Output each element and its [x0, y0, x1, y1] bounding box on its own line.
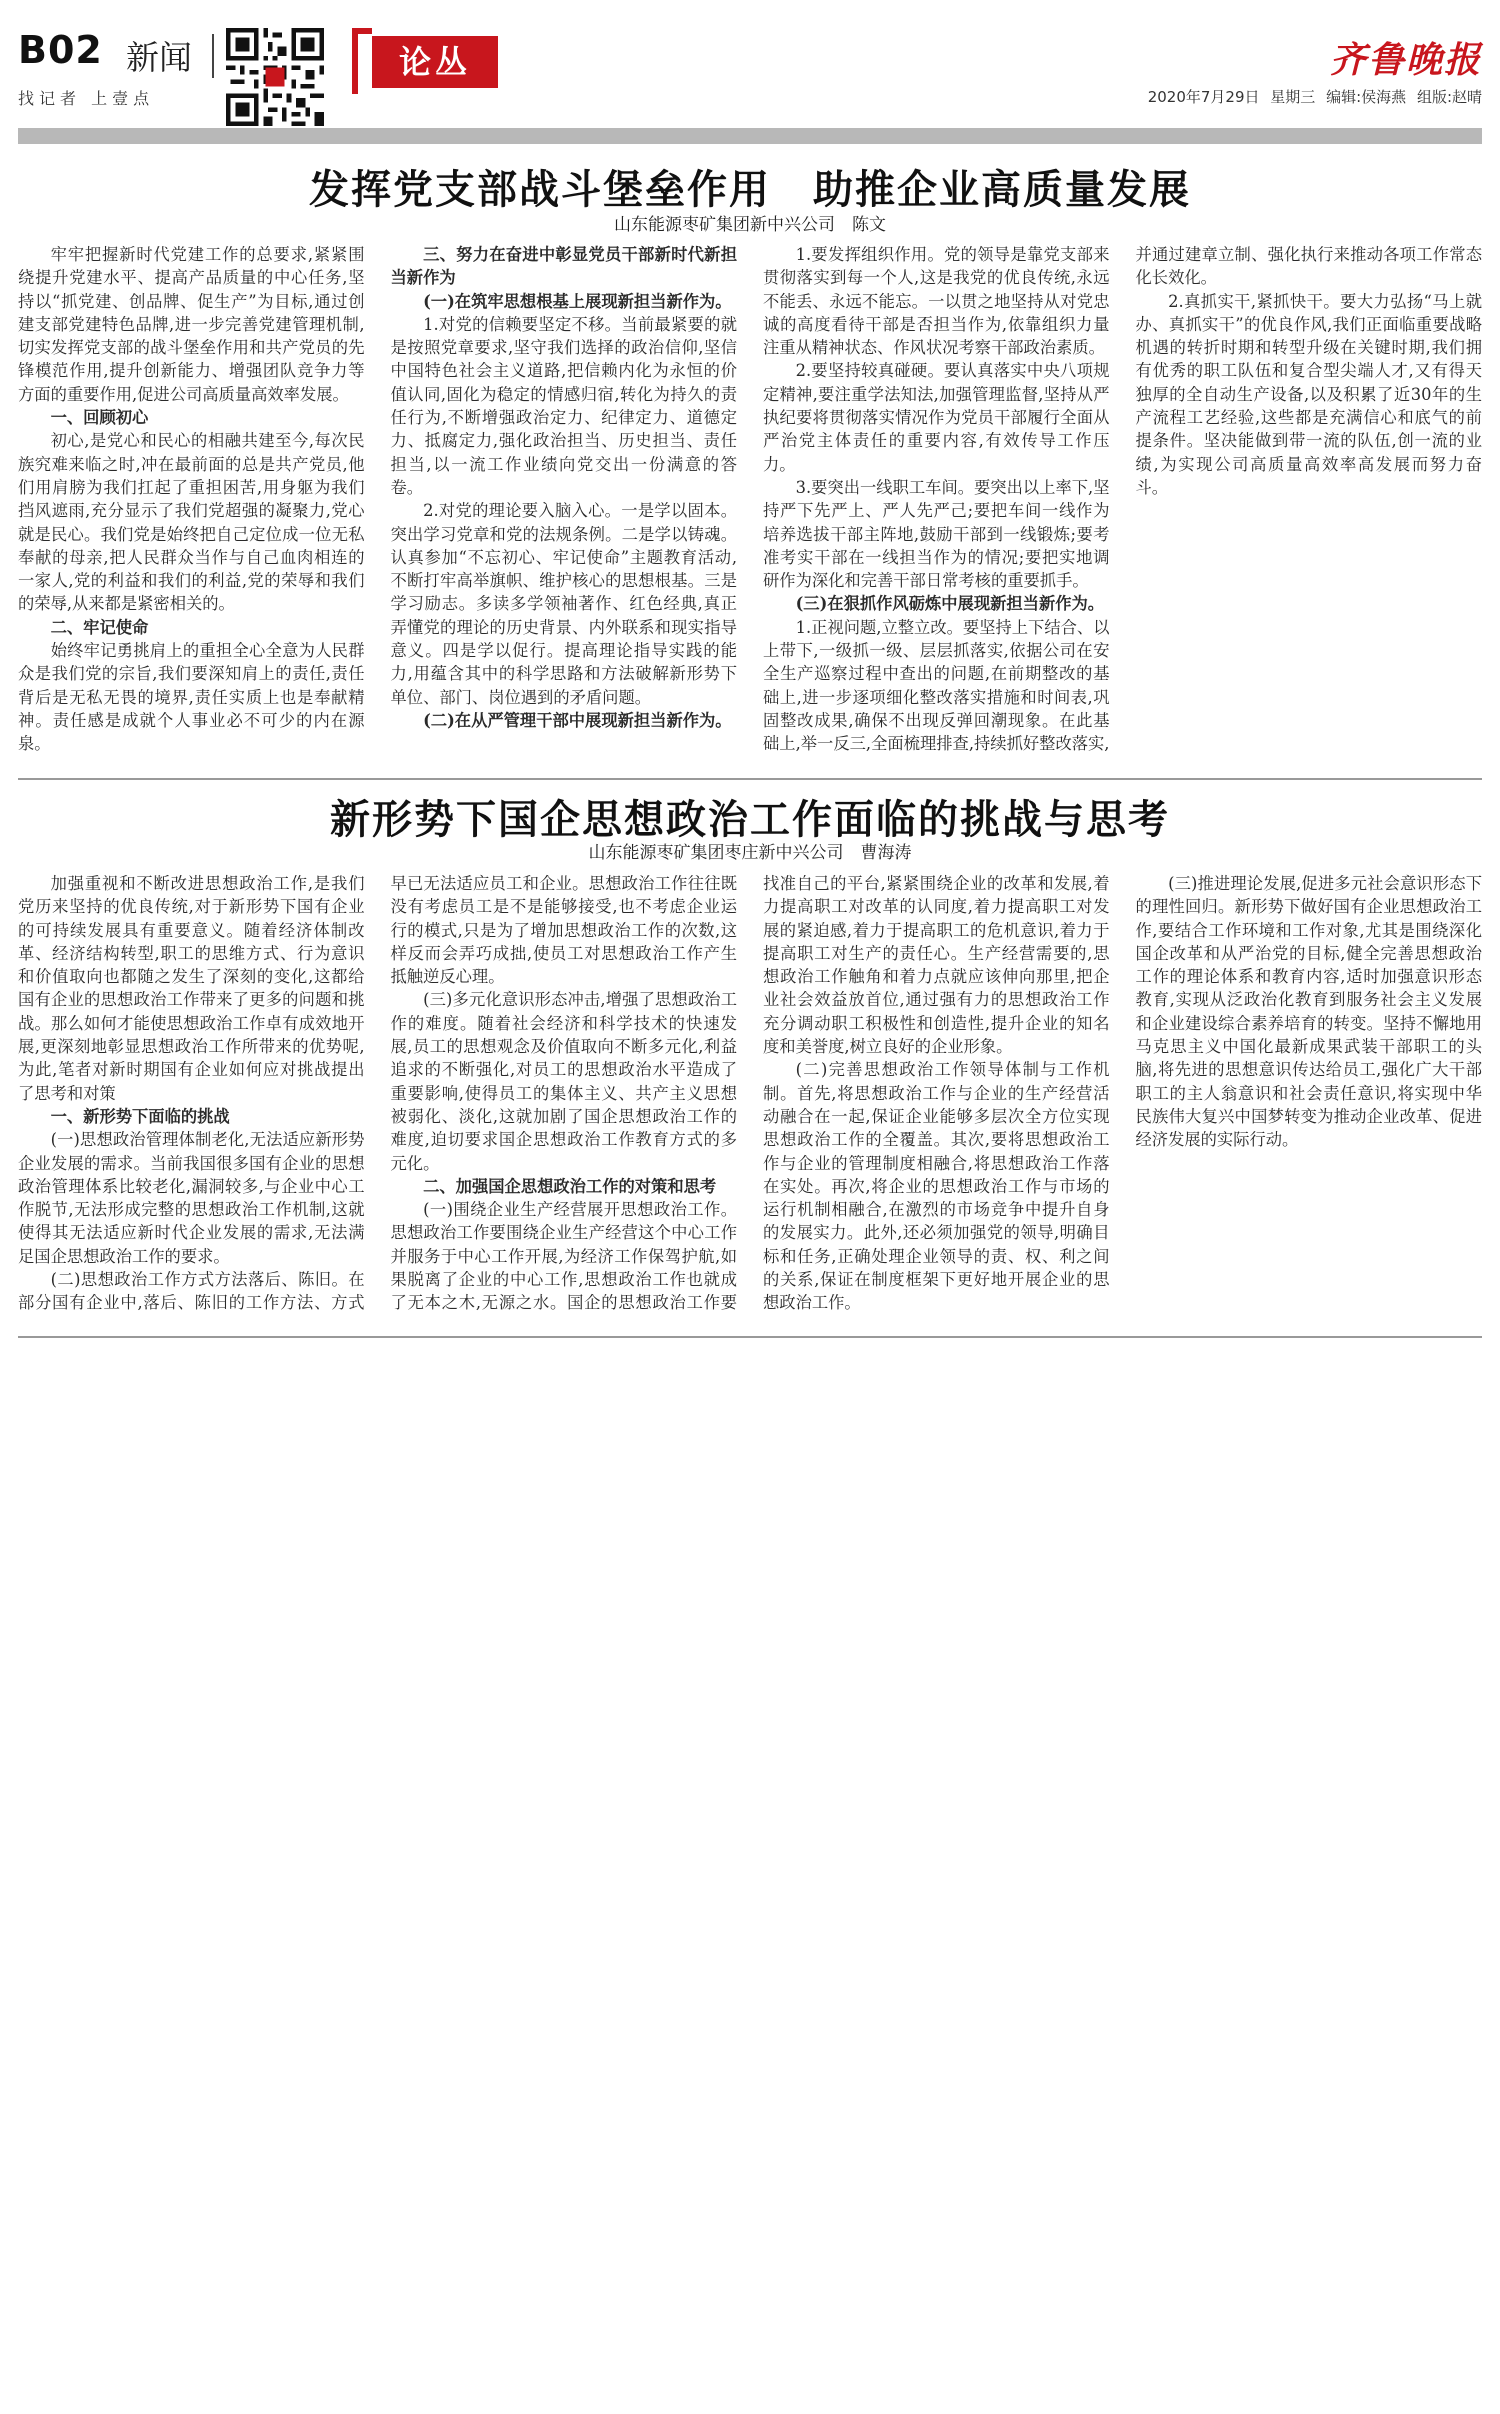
article-1-title: 发挥党支部战斗堡垒作用 助推企业高质量发展 [309, 167, 1191, 213]
article-divider [18, 778, 1482, 780]
subheading: 二、牢记使命 [50, 617, 149, 637]
subheading: (二)在从严管理干部中展现新担当新作为。 [423, 710, 732, 730]
article-2-byline: 山东能源枣矿集团枣庄新中兴公司 曹海涛 [588, 843, 912, 863]
paragraph: (一)围绕企业生产经营展开思想政治工作。思想政治工作要围绕企业生产经营这个中心工作并服务于中心工作开展,为经济工作保驾护航,如果脱离了企业的中心工作,思想政治工作也就成了无本之木,无源之水。国企的思想政治工作要找准自己的平台,紧紧围绕企业的改革和发展,着力提高职工对改革的认同度,着力提高职工对发展的紧迫感,着力于提高职工的危机意识,着力于提高职工对生产的责任心。生产经营需要的,思想政治工作触角和着力点就应该伸向那里,把企业社会效益放首位,通过强有力的思想政治工作充分调动职工积极性和创造性,提升企业的知名度和美誉度,树立良好的企业形象。 [390, 874, 1110, 1313]
subheading: 二、加强国企思想政治工作的对策和思考 [423, 1176, 717, 1196]
paragraph: 2.真抓实干,紧抓快干。要大力弘扬“马上就办、真抓实干”的优良作风,我们正面临重要战略机遇的转折时期和转型升级在关键时期,我们拥有优秀的职工队伍和复合型尖端人才,又有得天独厚的全自动生产设备,以及积累了近30年的生产流程工艺经验,这些都是充满信心和底气的前提条件。坚决能做到带一流的队伍,创一流的业绩,为实现公司高质量高效率高发展而努力奋斗。 [1135, 291, 1482, 497]
masthead [18, 28, 1482, 110]
paragraph: (三)推进理论发展,促进多元社会意识形态下的理性回归。新形势下做好国有企业思想政治工作,要结合工作环境和工作对象,尤其是围绕深化国企改革和从严治党的目标,健全完善思想政治工作的理论体系和教育内容,适时加强意识形态教育,实现从泛政治化教育到服务社会主义发展和企业建设综合素养培育的转变。坚持不懈地用马克思主义中国化最新成果武装干部职工的头脑,将先进的思想意识传达给员工,强化广大干部职工的主人翁意识和社会责任意识,将实现中华民族伟大复兴中国梦转变为推动企业改革、促进经济发展的实际行动。 [1135, 874, 1482, 1150]
paragraph: 初心,是党心和民心的相融共建至今,每次民族究难来临之时,冲在最前面的总是共产党员,他们用肩膀为我们扛起了重担困苦,用身躯为我们挡风遮雨,充分显示了我们党超强的凝聚力,党心就是民心。我们党是始终把自己定位成一位无私奉献的母亲,把人民群众当作与自己血肉相连的一家人,党的利益和我们的利益,党的荣辱和我们的荣辱,从来都是紧密相关的。 [18, 431, 365, 614]
weekday: 星期三 [1270, 88, 1316, 106]
article-2-body [18, 872, 1482, 1322]
column-tag-label: 论丛 [372, 36, 498, 88]
page-number: B02 [18, 28, 103, 72]
column-tag [352, 28, 500, 94]
subheading: 三、努力在奋进中彰显党员干部新时代新担当新作为 [390, 245, 737, 288]
subheading: (三)在狠抓作风砺炼中展现新担当新作为。 [795, 594, 1105, 614]
paragraph: 始终牢记勇挑肩上的重担全心全意为人民群众是我们党的宗旨,我们要深知肩上的责任,责任背后是无私无畏的境界,责任实质上也是奉献精神。责任感是成就个人事业必不可少的内在源泉。 [18, 641, 365, 754]
subheading: 一、新形势下面临的挑战 [50, 1106, 230, 1126]
paragraph: (二)完善思想政治工作领导体制与工作机制。首先,将思想政治工作与企业的生产经营活动融合在一起,保证企业能够多层次全方位实现思想政治工作的全覆盖。其次,要将思想政治工作与企业的管理制度相融合,将思想政治工作落在实处。再次,将企业的思想政治工作与市场的运行机制相融合,在激烈的市场竞争中提升自身的发展实力。此外,还必须加强党的领导,明确目标和任务,正确处理企业领导的责、权、利之间的关系,保证在制度框架下更好地开展企业的思想政治工作。 [763, 1060, 1110, 1313]
section-name: 新闻 [126, 38, 192, 77]
divider [212, 34, 214, 78]
paragraph: 1.要发挥组织作用。党的领导是靠党支部来贯彻落实到每一个人,这是我党的优良传统,永远不能丢、永远不能忘。一以贯之地坚持从对党忠诚的高度看待干部是否担当作为,依靠组织力量注重从精神状态、作风状况考察干部政治素质。 [763, 245, 1110, 358]
bottom-rule [18, 1336, 1482, 1338]
article-1-byline: 山东能源枣矿集团新中兴公司 陈文 [614, 215, 886, 235]
paragraph: (三)多元化意识形态冲击,增强了思想政治工作的难度。随着社会经济和科学技术的快速发展,员工的思想观念及价值取向不断多元化,利益追求的不断强化,对员工的思想政治水平造成了重要影响,使得员工的集体主义、共产主义思想被弱化、淡化,这就加剧了国企思想政治工作的难度,迫切要求国企思想政治工作教育方式的多元化。 [390, 990, 737, 1173]
dateline [1148, 86, 1482, 107]
paragraph: 2.对党的理论要入脑入心。一是学以固本。突出学习党章和党的法规条例。二是学以铸魂。认真参加“不忘初心、牢记使命”主题教育活动,不断打牢高举旗帜、维护核心的思想根基。三是学习励志。多读多学领袖著作、红色经典,真正弄懂党的理论的历史背景、内外联系和现实指导意义。四是学以促行。提高理论指导实践的能力,用蕴含其中的科学思路和方法破解新形势下单位、部门、岗位遇到的矛盾问题。 [390, 501, 737, 707]
paragraph: 1.正视问题,立整立改。要坚持上下结合、以上带下,一级抓一级、层层抓落实,依据公司在安全生产巡察过程中查出的问题,在前期整改的基础上,进一步逐项细化整改落实措施和时间表,巩固整改成果,确保不出现反弹回潮现象。在此基础上,举一反三,全面梳理排查,持续抓好整改落实,并通过建章立制、强化执行来推动各项工作常态化长效化。 [763, 245, 1482, 754]
paragraph: 3.要突出一线职工车间。要突出以上率下,坚持严下先严上、严人先严己;要把车间一线作为培养选拔干部主阵地,鼓励干部到一线锻炼;要考准考实干部在一线担当作为的情况;要把实地调研作为深化和完善干部日常考核的重要抓手。 [763, 477, 1110, 591]
tag-bracket [352, 28, 372, 94]
newspaper-logo: 齐鲁晚报 [1329, 39, 1482, 81]
reporter-slogan: 找记者 上壹点 [18, 89, 155, 108]
paragraph: 牢牢把握新时代党建工作的总要求,紧紧围绕提升党建水平、提高产品质量的中心任务,坚持以“抓党建、创品牌、促生产”为目标,通过创建支部党建特色品牌,进一步完善党建管理机制,切实发挥党支部的战斗堡垒作用和共产党员的先锋模范作用,提升创新能力、增强团队竞争力等方面的重要作用,促进公司高质量高效率发展。 [18, 245, 365, 404]
article-1-body [18, 243, 1482, 773]
date: 2020年7月29日 [1147, 88, 1260, 106]
editor: 编辑:侯海燕 [1326, 88, 1407, 106]
paragraph: 加强重视和不断改进思想政治工作,是我们党历来坚持的优良传统,对于新形势下国有企业的可持续发展具有重要意义。随着经济体制改革、经济结构转型,职工的思维方式、行为意识和价值取向也都随之发生了深刻的变化,这都给国有企业的思想政治工作带来了更多的问题和挑战。那么如何才能使思想政治工作卓有成效地开展,更深刻地彰显思想政治工作所带来的优势呢,为此,笔者对新时期国有企业如何应对挑战提出了思考和对策 [18, 874, 365, 1103]
subheading: 一、回顾初心 [50, 408, 149, 428]
subheading: (一)在筑牢思想根基上展现新担当新作为。 [423, 291, 732, 311]
paragraph: (一)思想政治管理体制老化,无法适应新形势企业发展的需求。当前我国很多国有企业的思想政治管理体系比较老化,漏洞较多,与企业中心工作脱节,无法形成完整的思想政治工作机制,这就使得其无法适应新时代企业发展的需求,无法满足国企思想政治工作的要求。 [18, 1130, 365, 1266]
paragraph: (二)思想政治工作方式方法落后、陈旧。在部分国有企业中,落后、陈旧的工作方法、方式早已无法适应员工和企业。思想政治工作往往既没有考虑员工是不是能够接受,也不考虑企业运行的模式,只是为了增加思想政治工作的次数,这样反而会弄巧成拙,使员工对思想政治工作产生抵触逆反心理。 [18, 874, 737, 1313]
paragraph: 1.对党的信赖要坚定不移。当前最紧要的就是按照党章要求,坚守我们选择的政治信仰,坚信中国特色社会主义道路,把信赖内化为永恒的价值认同,固化为稳定的情感归宿,转化为持久的责任行为,不断增强政治定力、纪律定力、道德定力、抵腐定力,强化政治担当、历史担当、责任担当,以一流工作业绩向党交出一份满意的答卷。 [390, 314, 737, 497]
layout-credit: 组版:赵晴 [1416, 88, 1482, 106]
article-2-title: 新形势下国企思想政治工作面临的挑战与思考 [330, 797, 1170, 843]
paragraph: 2.要坚持较真碰硬。要认真落实中央八项规定精神,要注重学法知法,加强管理监督,坚持从严执纪要将贯彻落实情况作为党员干部履行全面从严治党主体责任的重要内容,有效传导工作压力。 [763, 361, 1110, 474]
header-rule [18, 128, 1482, 144]
qr-code-icon [226, 28, 324, 126]
